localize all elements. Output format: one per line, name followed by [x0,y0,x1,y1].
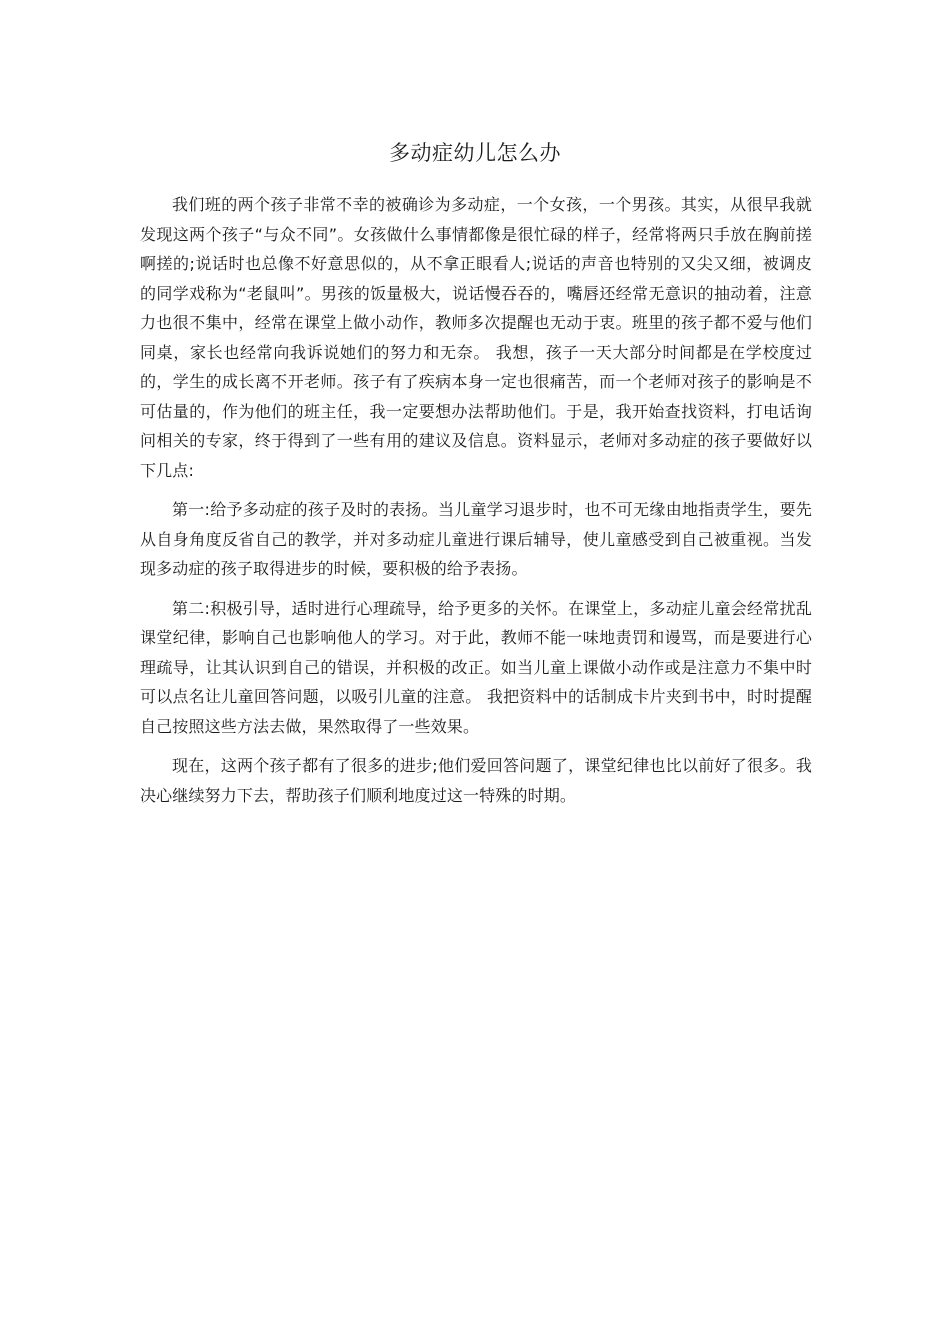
document-title: 多动症幼儿怎么办 [389,141,561,165]
paragraph-point-one: 第一:给予多动症的孩子及时的表扬。当儿童学习退步时，也不可无缘由地指责学生，要先从自身角度反省自己的教学，并对多动症儿童进行课后辅导，使儿童感受到自己被重视。当发现多动症的孩子取得进步的时候，要积极的给予表扬。 [140,500,812,578]
paragraph-conclusion: 现在，这两个孩子都有了很多的进步;他们爱回答问题了，课堂纪律也比以前好了很多。我决心继续努力下去，帮助孩子们顺利地度过这一特殊的时期。 [140,756,812,805]
paragraph-intro: 我们班的两个孩子非常不幸的被确诊为多动症，一个女孩，一个男孩。其实，从很早我就发现这两个孩子“与众不同”。女孩做什么事情都像是很忙碌的样子，经常将两只手放在胸前搓啊搓的;说话时也总像不好意思似的，从不拿正眼看人;说话的声音也特别的又尖又细，被调皮的同学戏称为“老鼠叫”。男孩的饭量极大，说话慢吞吞的，嘴唇还经常无意识的抽动着，注意力也很不集中，经常在课堂上做小动作，教师多次提醒也无动于衷。班里的孩子都不爱与他们同桌，家长也经常向我诉说她们的努力和无奈。 我想，孩子一天大部分时间都是在学校度过的，学生的成长离不开老师。孩子有了疾病本身一定也很痛苦，而一个老师对孩子的影响是不可估量的，作为他们的班主任，我一定要想办法帮助他们。于是，我开始查找资料，打电话询问相关的专家，终于得到了一些有用的建议及信息。资料显示，老师对多动症的孩子要做好以下几点: [140,195,812,480]
paragraph-point-two: 第二:积极引导，适时进行心理疏导，给予更多的关怀。在课堂上，多动症儿童会经常扰乱课堂纪律，影响自己也影响他人的学习。对于此，教师不能一味地责罚和谩骂，而是要进行心理疏导，让其认识到自己的错误，并积极的改正。如当儿童上课做小动作或是注意力不集中时可以点名让儿童回答问题，以吸引儿童的注意。 我把资料中的话制成卡片夹到书中，时时提醒自己按照这些方法去做，果然取得了一些效果。 [140,598,812,736]
document-body [140,190,812,820]
